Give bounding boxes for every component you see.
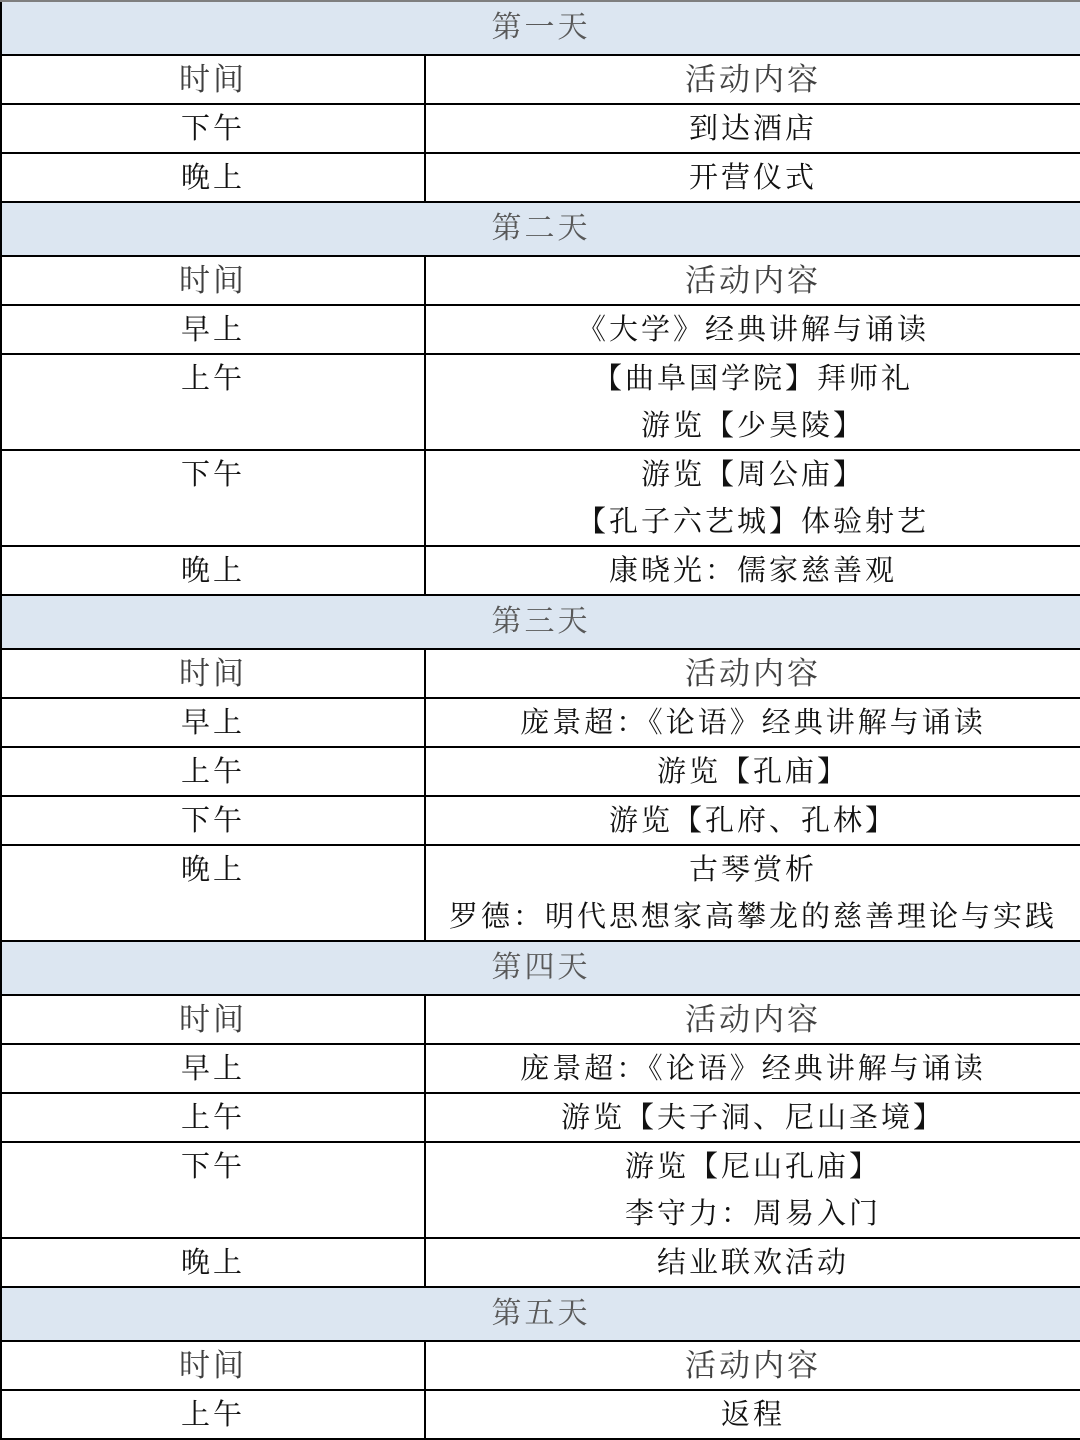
day-header-row [1, 595, 1080, 649]
table-row [1, 698, 1080, 747]
day-title: 第五天 [1, 1287, 1080, 1341]
activity-line: 罗德：明代思想家高攀龙的慈善理论与实践 [448, 899, 1057, 933]
activity-cell [425, 796, 1080, 845]
time-cell: 晚上 [1, 1238, 425, 1287]
activity-line: 李守力：周易入门 [624, 1196, 881, 1230]
activity-cell [425, 1142, 1080, 1238]
time-cell: 下午 [1, 104, 425, 153]
column-header-row [1, 55, 1080, 104]
activity-line: 游览【周公庙】 [640, 457, 865, 491]
activity-line: 康晓光：儒家慈善观 [608, 553, 897, 587]
schedule-body [1, 1, 1080, 1439]
activity-line: 游览【夫子洞、尼山圣境】 [560, 1100, 945, 1134]
time-cell: 下午 [1, 1142, 425, 1238]
time-cell: 上午 [1, 747, 425, 796]
activity-cell [425, 1044, 1080, 1093]
time-column-header: 时间 [1, 55, 425, 104]
table-row [1, 450, 1080, 546]
column-header-row [1, 995, 1080, 1044]
activity-line: 庞景超：《论语》经典讲解与诵读 [520, 705, 986, 739]
table-row [1, 747, 1080, 796]
day-header-row [1, 941, 1080, 995]
activity-cell [425, 1238, 1080, 1287]
time-cell: 上午 [1, 1390, 425, 1439]
activity-cell [425, 747, 1080, 796]
day-title: 第三天 [1, 595, 1080, 649]
table-row [1, 845, 1080, 941]
column-header-row [1, 256, 1080, 305]
table-row [1, 1390, 1080, 1439]
table-row [1, 796, 1080, 845]
table-row [1, 1142, 1080, 1238]
activity-column-header: 活动内容 [425, 1341, 1080, 1390]
day-title: 第四天 [1, 941, 1080, 995]
day-header-row [1, 202, 1080, 256]
time-cell: 晚上 [1, 153, 425, 202]
activity-line: 到达酒店 [688, 111, 817, 145]
activity-line: 游览【孔府、孔林】 [608, 803, 897, 837]
activity-line: 【曲阜国学院】拜师礼 [592, 361, 913, 395]
day-title: 第一天 [1, 1, 1080, 55]
activity-cell [425, 153, 1080, 202]
time-cell: 下午 [1, 796, 425, 845]
table-row [1, 104, 1080, 153]
activity-cell [425, 305, 1080, 354]
table-row [1, 153, 1080, 202]
activity-cell [425, 104, 1080, 153]
activity-cell [425, 546, 1080, 595]
day-title: 第二天 [1, 202, 1080, 256]
day-header-row [1, 1287, 1080, 1341]
activity-column-header: 活动内容 [425, 256, 1080, 305]
time-cell: 晚上 [1, 546, 425, 595]
activity-cell [425, 450, 1080, 546]
activity-cell [425, 845, 1080, 941]
table-row [1, 1093, 1080, 1142]
column-header-row [1, 649, 1080, 698]
activity-column-header: 活动内容 [425, 649, 1080, 698]
activity-line: 返程 [720, 1397, 785, 1431]
time-cell: 早上 [1, 698, 425, 747]
activity-line: 【孔子六艺城】体验射艺 [576, 504, 929, 538]
activity-line: 结业联欢活动 [656, 1245, 849, 1279]
activity-cell [425, 354, 1080, 450]
time-column-header: 时间 [1, 256, 425, 305]
time-cell: 早上 [1, 305, 425, 354]
table-row [1, 546, 1080, 595]
activity-line: 游览【孔庙】 [656, 754, 849, 788]
table-row [1, 354, 1080, 450]
activity-column-header: 活动内容 [425, 55, 1080, 104]
time-column-header: 时间 [1, 995, 425, 1044]
activity-line: 开营仪式 [688, 160, 817, 194]
activity-column-header: 活动内容 [425, 995, 1080, 1044]
activity-line: 游览【少昊陵】 [640, 408, 865, 442]
activity-cell [425, 1390, 1080, 1439]
time-cell: 下午 [1, 450, 425, 546]
activity-line: 游览【尼山孔庙】 [624, 1149, 881, 1183]
time-cell: 上午 [1, 1093, 425, 1142]
table-row [1, 305, 1080, 354]
time-cell: 晚上 [1, 845, 425, 941]
activity-cell [425, 1093, 1080, 1142]
table-row [1, 1238, 1080, 1287]
time-cell: 早上 [1, 1044, 425, 1093]
day-header-row [1, 1, 1080, 55]
table-row [1, 1044, 1080, 1093]
activity-cell [425, 698, 1080, 747]
activity-line: 《大学》经典讲解与诵读 [576, 312, 929, 346]
column-header-row [1, 1341, 1080, 1390]
time-column-header: 时间 [1, 649, 425, 698]
time-column-header: 时间 [1, 1341, 425, 1390]
activity-line: 庞景超：《论语》经典讲解与诵读 [520, 1051, 986, 1085]
activity-line: 古琴赏析 [688, 852, 817, 886]
time-cell: 上午 [1, 354, 425, 450]
